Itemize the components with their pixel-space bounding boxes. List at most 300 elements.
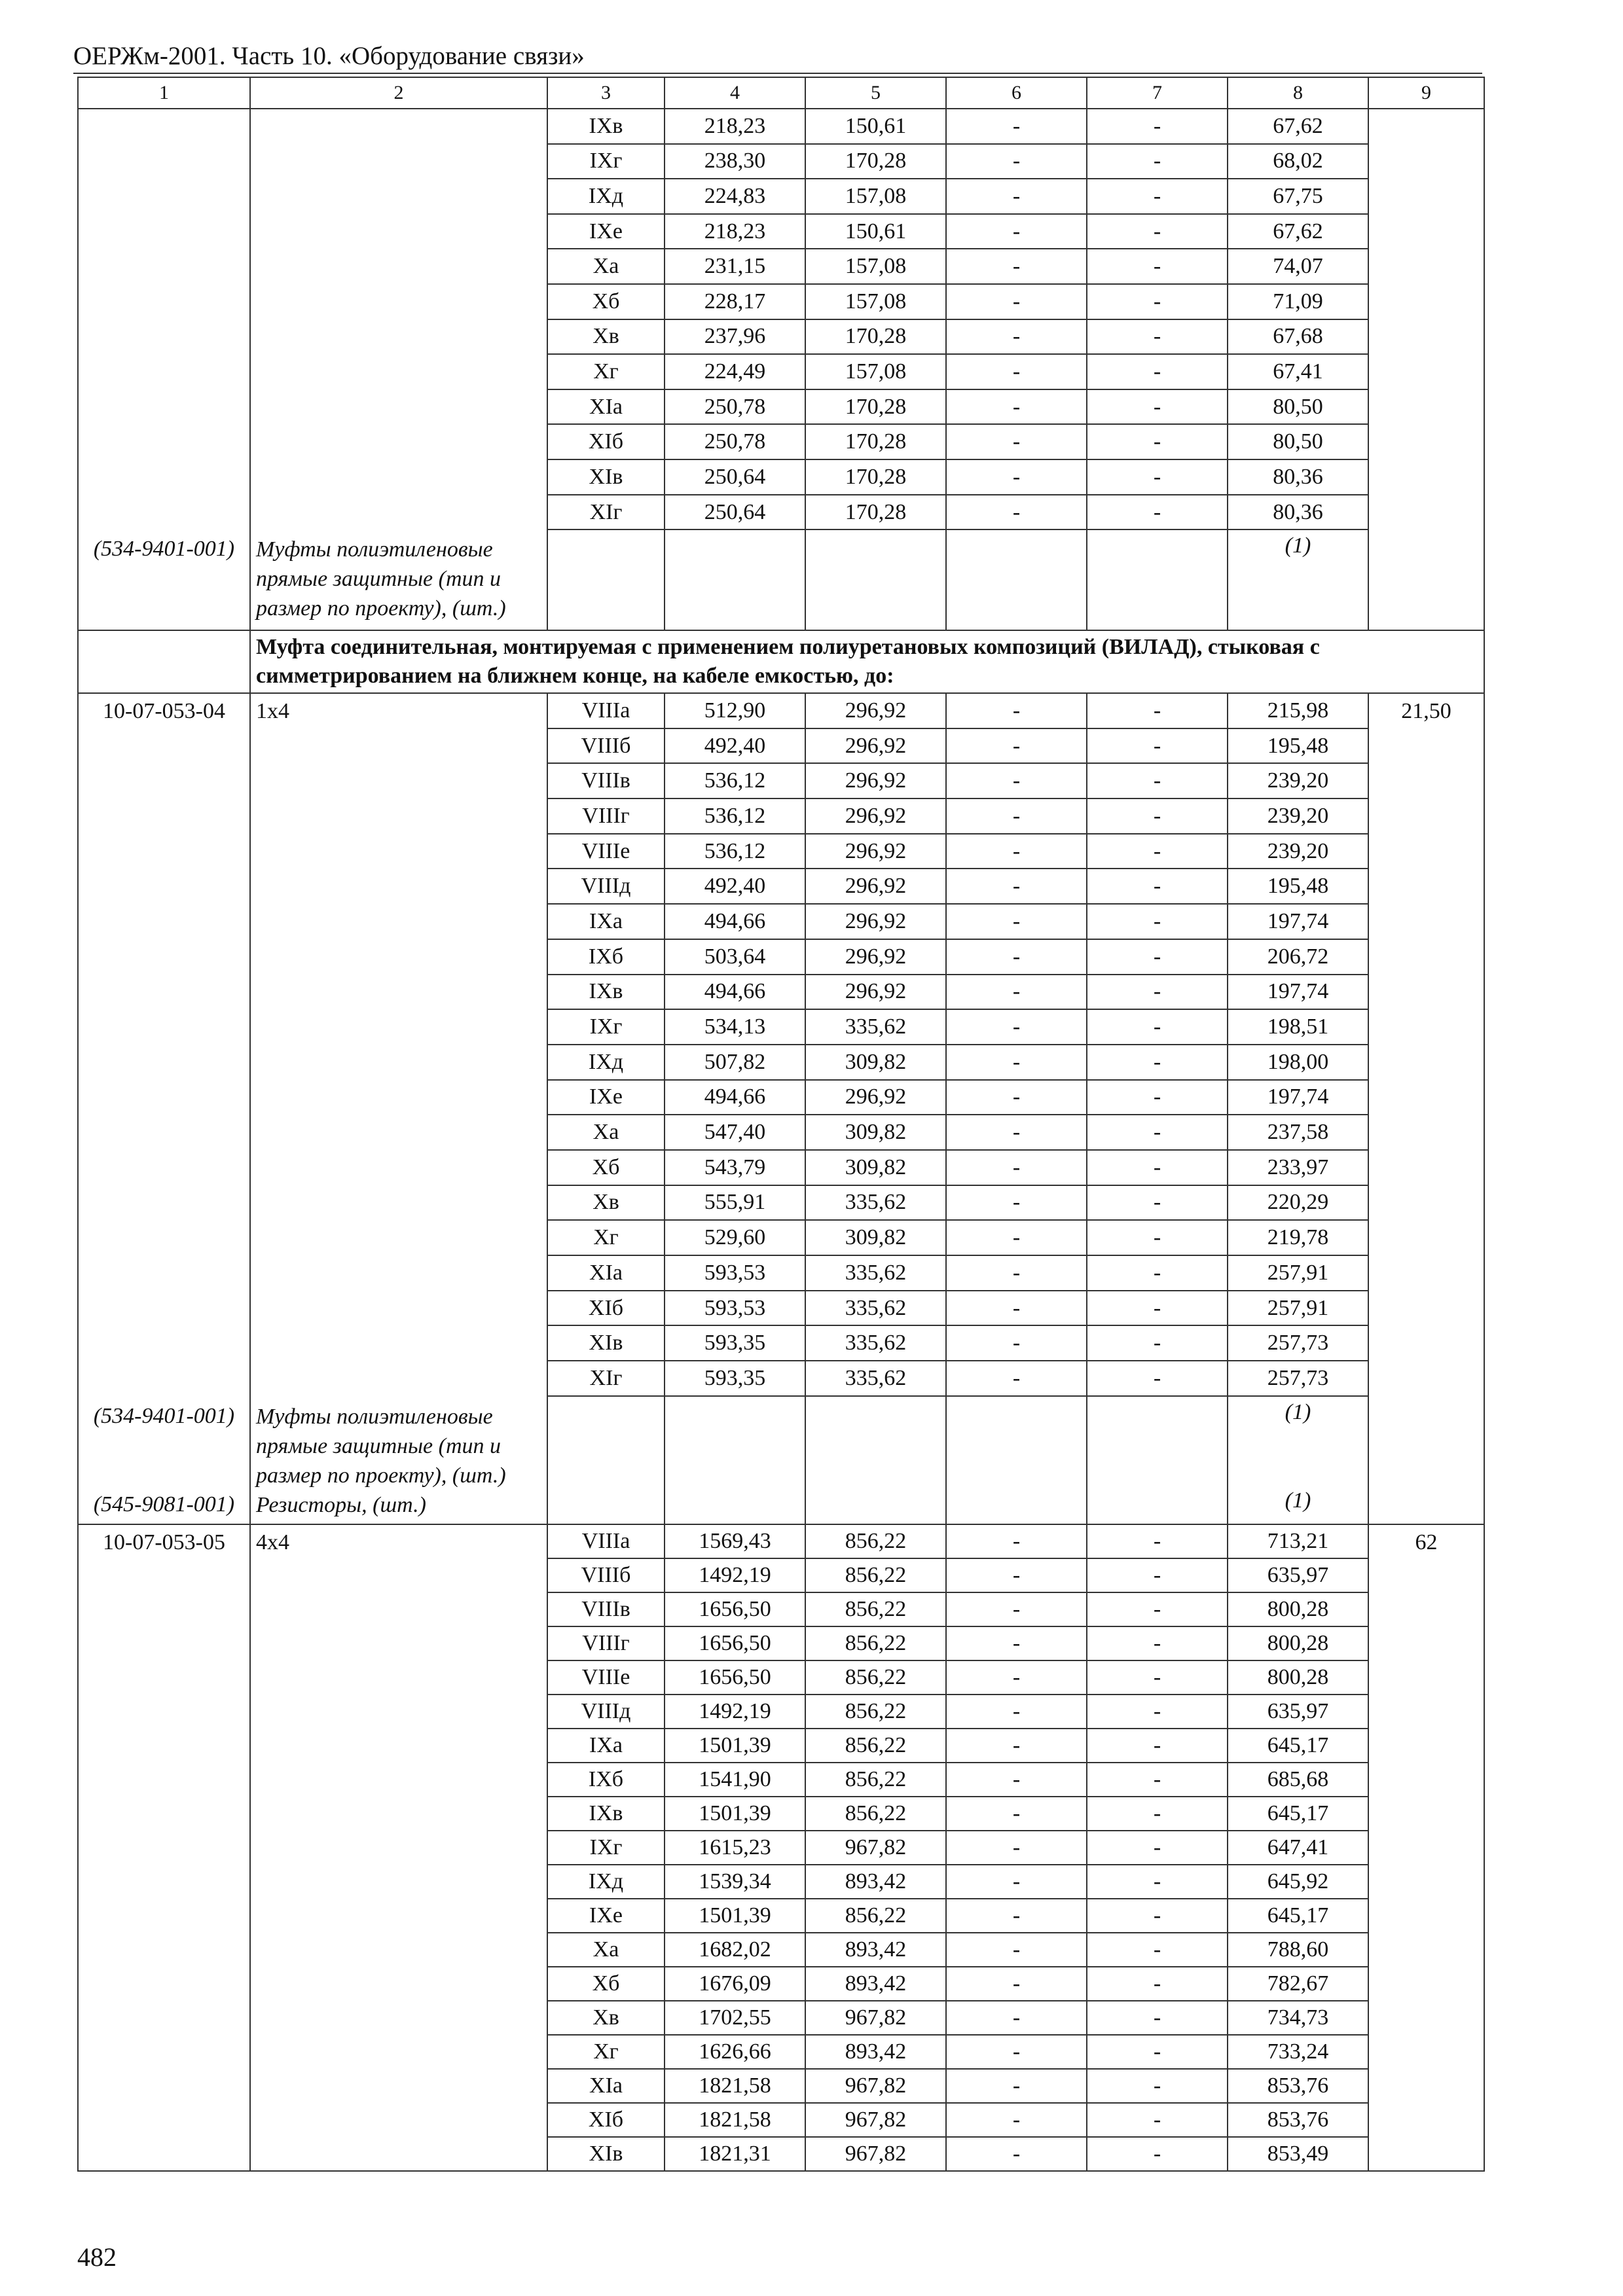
resource-description: Муфты полиэтиленовые прямые защитные (тип и размер по проекту), (шт.): [256, 537, 506, 620]
region-cell: Xг: [547, 2035, 665, 2069]
labor-cost-cell: 893,42: [805, 1933, 946, 1967]
driver-cost-cell: -: [1087, 1831, 1228, 1865]
region-cell: XIб: [547, 2103, 665, 2137]
note-quantity: (1): [1285, 1488, 1311, 1513]
region-cell: XIб: [547, 1291, 665, 1326]
resource-code: (534-9401-001): [93, 1404, 235, 1428]
machine-cost-cell: -: [946, 2035, 1087, 2069]
machine-cost-cell: -: [946, 424, 1087, 459]
labor-cost-cell: 856,22: [805, 1626, 946, 1660]
material-cost-cell: 80,36: [1228, 495, 1368, 530]
region-cell: Xб: [547, 1150, 665, 1185]
driver-cost-cell: -: [1087, 1967, 1228, 2001]
material-cost-cell: 853,76: [1228, 2069, 1368, 2103]
material-cost-cell: 233,97: [1228, 1150, 1368, 1185]
total-cost-cell: 507,82: [665, 1045, 805, 1080]
labor-cost-cell: 296,92: [805, 763, 946, 798]
region-cell: Xа: [547, 1115, 665, 1150]
labor-cost-cell: 170,28: [805, 495, 946, 530]
material-cost-cell: 80,50: [1228, 389, 1368, 425]
material-cost-cell: 645,92: [1228, 1865, 1368, 1899]
material-cost-cell: 257,91: [1228, 1255, 1368, 1291]
material-cost-cell: 237,58: [1228, 1115, 1368, 1150]
driver-cost-cell: -: [1087, 1291, 1228, 1326]
total-cost-cell: 536,12: [665, 834, 805, 869]
total-cost-cell: 1615,23: [665, 1831, 805, 1865]
empty-cell: [547, 529, 665, 630]
labor-cost-cell: 856,22: [805, 1592, 946, 1626]
total-cost-cell: 503,64: [665, 939, 805, 975]
total-cost-cell: 218,23: [665, 214, 805, 249]
labor-cost-cell: 335,62: [805, 1291, 946, 1326]
driver-cost-cell: -: [1087, 1115, 1228, 1150]
labor-cost-cell: 296,92: [805, 798, 946, 834]
machine-cost-cell: -: [946, 1865, 1087, 1899]
total-cost-cell: 1656,50: [665, 1626, 805, 1660]
total-cost-cell: 1492,19: [665, 1558, 805, 1592]
driver-cost-cell: -: [1087, 179, 1228, 214]
region-cell: Xв: [547, 1185, 665, 1221]
region-cell: VIIIа: [547, 1524, 665, 1558]
driver-cost-cell: -: [1087, 495, 1228, 530]
region-cell: VIIIв: [547, 763, 665, 798]
labor-cost-cell: 296,92: [805, 693, 946, 728]
region-cell: VIIIе: [547, 834, 665, 869]
region-cell: IXа: [547, 904, 665, 939]
total-cost-cell: 536,12: [665, 798, 805, 834]
resource-code: (534-9401-001): [93, 537, 235, 561]
material-cost-cell: 257,73: [1228, 1325, 1368, 1361]
total-cost-cell: 224,49: [665, 354, 805, 389]
total-cost-cell: 536,12: [665, 763, 805, 798]
machine-cost-cell: -: [946, 495, 1087, 530]
machine-cost-cell: -: [946, 1220, 1087, 1255]
region-cell: IXв: [547, 975, 665, 1010]
region-cell: IXг: [547, 1831, 665, 1865]
region-cell: XIв: [547, 2137, 665, 2171]
empty-cell: [665, 529, 805, 630]
empty-cell: [665, 1396, 805, 1524]
material-cost-cell: 198,00: [1228, 1045, 1368, 1080]
labor-cost-cell: 893,42: [805, 2035, 946, 2069]
driver-cost-cell: -: [1087, 1763, 1228, 1797]
column-header: 8: [1228, 77, 1368, 109]
machine-cost-cell: -: [946, 354, 1087, 389]
machine-cost-cell: -: [946, 763, 1087, 798]
empty-cell: [805, 1396, 946, 1524]
machine-cost-cell: -: [946, 1045, 1087, 1080]
region-cell: IXд: [547, 1865, 665, 1899]
material-cost-cell: 800,28: [1228, 1660, 1368, 1695]
total-cost-cell: 494,66: [665, 975, 805, 1010]
total-cost-cell: 1682,02: [665, 1933, 805, 1967]
material-cost-cell: 645,17: [1228, 1729, 1368, 1763]
table-row: [78, 1524, 1484, 1558]
driver-cost-cell: -: [1087, 424, 1228, 459]
machine-cost-cell: -: [946, 1967, 1087, 2001]
total-cost-cell: 1656,50: [665, 1592, 805, 1626]
labor-cost-cell: 335,62: [805, 1255, 946, 1291]
machine-cost-cell: -: [946, 1291, 1087, 1326]
region-cell: VIIIг: [547, 1626, 665, 1660]
item-weight: 21,50: [1401, 699, 1451, 723]
material-cost-cell: 800,28: [1228, 1626, 1368, 1660]
resource-code: (545-9081-001): [93, 1492, 235, 1516]
material-cost-cell: 197,74: [1228, 975, 1368, 1010]
region-cell: VIIIа: [547, 693, 665, 728]
driver-cost-cell: -: [1087, 1933, 1228, 1967]
material-cost-cell: 195,48: [1228, 869, 1368, 904]
machine-cost-cell: -: [946, 693, 1087, 728]
driver-cost-cell: -: [1087, 1080, 1228, 1115]
total-cost-cell: 250,64: [665, 459, 805, 495]
material-cost-cell: 734,73: [1228, 2001, 1368, 2035]
total-cost-cell: 250,64: [665, 495, 805, 530]
labor-cost-cell: 170,28: [805, 424, 946, 459]
total-cost-cell: 1569,43: [665, 1524, 805, 1558]
driver-cost-cell: -: [1087, 1524, 1228, 1558]
material-cost-cell: 239,20: [1228, 763, 1368, 798]
labor-cost-cell: 309,82: [805, 1150, 946, 1185]
column-header: 5: [805, 77, 946, 109]
driver-cost-cell: -: [1087, 109, 1228, 144]
material-cost-cell: 206,72: [1228, 939, 1368, 975]
driver-cost-cell: -: [1087, 354, 1228, 389]
machine-cost-cell: -: [946, 1933, 1087, 1967]
material-cost-cell: 197,74: [1228, 1080, 1368, 1115]
machine-cost-cell: -: [946, 798, 1087, 834]
total-cost-cell: 228,17: [665, 284, 805, 319]
driver-cost-cell: -: [1087, 693, 1228, 728]
driver-cost-cell: -: [1087, 1865, 1228, 1899]
labor-cost-cell: 335,62: [805, 1009, 946, 1045]
region-cell: VIIIг: [547, 798, 665, 834]
note-quantity: (1): [1285, 1399, 1311, 1424]
labor-cost-cell: 856,22: [805, 1660, 946, 1695]
material-cost-cell: 67,68: [1228, 319, 1368, 355]
region-cell: Xг: [547, 354, 665, 389]
driver-cost-cell: -: [1087, 389, 1228, 425]
labor-cost-cell: 967,82: [805, 2103, 946, 2137]
machine-cost-cell: -: [946, 214, 1087, 249]
driver-cost-cell: -: [1087, 2137, 1228, 2171]
material-cost-cell: 68,02: [1228, 144, 1368, 179]
labor-cost-cell: 170,28: [805, 319, 946, 355]
driver-cost-cell: -: [1087, 1009, 1228, 1045]
labor-cost-cell: 967,82: [805, 2001, 946, 2035]
total-cost-cell: 547,40: [665, 1115, 805, 1150]
machine-cost-cell: -: [946, 1115, 1087, 1150]
machine-cost-cell: -: [946, 2103, 1087, 2137]
material-cost-cell: 788,60: [1228, 1933, 1368, 1967]
note-value-cell: [1228, 1396, 1368, 1524]
machine-cost-cell: -: [946, 1695, 1087, 1729]
material-cost-cell: 198,51: [1228, 1009, 1368, 1045]
machine-cost-cell: -: [946, 1592, 1087, 1626]
region-cell: IXа: [547, 1729, 665, 1763]
total-cost-cell: 1492,19: [665, 1695, 805, 1729]
region-cell: XIа: [547, 2069, 665, 2103]
region-cell: Xг: [547, 1220, 665, 1255]
driver-cost-cell: -: [1087, 2001, 1228, 2035]
labor-cost-cell: 967,82: [805, 2069, 946, 2103]
labor-cost-cell: 150,61: [805, 109, 946, 144]
driver-cost-cell: -: [1087, 144, 1228, 179]
section-heading: Муфта соединительная, монтируемая с применением полиуретановых композиций (ВИЛАД), стыковая с симметрированием на ближнем конце, на кабеле емкостью, до:: [250, 630, 1484, 693]
column-header: 4: [665, 77, 805, 109]
region-cell: IXб: [547, 939, 665, 975]
labor-cost-cell: 296,92: [805, 728, 946, 764]
name-column-continued: [250, 109, 547, 630]
region-cell: IXг: [547, 1009, 665, 1045]
region-cell: Xв: [547, 2001, 665, 2035]
labor-cost-cell: 170,28: [805, 144, 946, 179]
labor-cost-cell: 296,92: [805, 975, 946, 1010]
labor-cost-cell: 856,22: [805, 1558, 946, 1592]
column-header: 7: [1087, 77, 1228, 109]
driver-cost-cell: -: [1087, 2069, 1228, 2103]
total-cost-cell: 1821,58: [665, 2103, 805, 2137]
material-cost-cell: 782,67: [1228, 1967, 1368, 2001]
total-cost-cell: 238,30: [665, 144, 805, 179]
material-cost-cell: 853,49: [1228, 2137, 1368, 2171]
machine-cost-cell: -: [946, 1899, 1087, 1933]
section-heading-row: [78, 630, 1484, 693]
region-cell: IXд: [547, 179, 665, 214]
material-cost-cell: 239,20: [1228, 798, 1368, 834]
labor-cost-cell: 170,28: [805, 389, 946, 425]
total-cost-cell: 593,35: [665, 1361, 805, 1396]
total-cost-cell: 1676,09: [665, 1967, 805, 2001]
column-header: 9: [1368, 77, 1484, 109]
total-cost-cell: 529,60: [665, 1220, 805, 1255]
total-cost-cell: 231,15: [665, 249, 805, 284]
column-number-header: [78, 77, 1484, 109]
region-cell: IXв: [547, 109, 665, 144]
machine-cost-cell: -: [946, 1009, 1087, 1045]
labor-cost-cell: 296,92: [805, 1080, 946, 1115]
region-cell: XIг: [547, 1361, 665, 1396]
region-cell: IXв: [547, 1797, 665, 1831]
driver-cost-cell: -: [1087, 939, 1228, 975]
machine-cost-cell: -: [946, 1255, 1087, 1291]
driver-cost-cell: -: [1087, 459, 1228, 495]
labor-cost-cell: 856,22: [805, 1524, 946, 1558]
material-cost-cell: 635,97: [1228, 1695, 1368, 1729]
machine-cost-cell: -: [946, 1831, 1087, 1865]
item-weight: 62: [1415, 1530, 1438, 1554]
total-cost-cell: 1656,50: [665, 1660, 805, 1695]
region-cell: XIа: [547, 389, 665, 425]
item-code-column: [78, 693, 250, 1524]
material-cost-cell: 645,17: [1228, 1797, 1368, 1831]
empty-cell: [1087, 529, 1228, 630]
region-cell: VIIIв: [547, 1592, 665, 1626]
driver-cost-cell: -: [1087, 1899, 1228, 1933]
item-name: 1x4: [256, 699, 289, 723]
machine-cost-cell: -: [946, 728, 1087, 764]
empty-cell: [805, 529, 946, 630]
driver-cost-cell: -: [1087, 1626, 1228, 1660]
driver-cost-cell: -: [1087, 1558, 1228, 1592]
region-cell: XIв: [547, 459, 665, 495]
material-cost-cell: 67,62: [1228, 109, 1368, 144]
region-cell: Xв: [547, 319, 665, 355]
region-cell: VIIIд: [547, 1695, 665, 1729]
machine-cost-cell: -: [946, 1325, 1087, 1361]
machine-cost-cell: -: [946, 1150, 1087, 1185]
note-quantity: (1): [1285, 533, 1311, 558]
region-cell: Xб: [547, 1967, 665, 2001]
labor-cost-cell: 157,08: [805, 284, 946, 319]
column-header: 6: [946, 77, 1087, 109]
material-cost-cell: 195,48: [1228, 728, 1368, 764]
labor-cost-cell: 170,28: [805, 459, 946, 495]
driver-cost-cell: -: [1087, 1325, 1228, 1361]
resource-description: Муфты полиэтиленовые прямые защитные (тип и размер по проекту), (шт.): [256, 1405, 506, 1488]
total-cost-cell: 543,79: [665, 1150, 805, 1185]
driver-cost-cell: -: [1087, 1361, 1228, 1396]
machine-cost-cell: -: [946, 459, 1087, 495]
labor-cost-cell: 856,22: [805, 1899, 946, 1933]
labor-cost-cell: 309,82: [805, 1045, 946, 1080]
driver-cost-cell: -: [1087, 1150, 1228, 1185]
region-cell: VIIIб: [547, 728, 665, 764]
labor-cost-cell: 296,92: [805, 939, 946, 975]
driver-cost-cell: -: [1087, 319, 1228, 355]
machine-cost-cell: -: [946, 939, 1087, 975]
driver-cost-cell: -: [1087, 1045, 1228, 1080]
column-header: 1: [78, 77, 250, 109]
note-value-cell: [1228, 529, 1368, 630]
labor-cost-cell: 335,62: [805, 1361, 946, 1396]
region-cell: Xб: [547, 284, 665, 319]
total-cost-cell: 593,53: [665, 1291, 805, 1326]
page-number: 482: [77, 2242, 117, 2272]
region-cell: VIIIб: [547, 1558, 665, 1592]
total-cost-cell: 555,91: [665, 1185, 805, 1221]
region-cell: XIб: [547, 424, 665, 459]
total-cost-cell: 494,66: [665, 1080, 805, 1115]
region-cell: XIг: [547, 495, 665, 530]
machine-cost-cell: -: [946, 179, 1087, 214]
material-cost-cell: 197,74: [1228, 904, 1368, 939]
labor-cost-cell: 893,42: [805, 1865, 946, 1899]
empty-cell: [946, 529, 1087, 630]
total-cost-cell: 492,40: [665, 869, 805, 904]
machine-cost-cell: -: [946, 869, 1087, 904]
labor-cost-cell: 309,82: [805, 1220, 946, 1255]
labor-cost-cell: 856,22: [805, 1763, 946, 1797]
total-cost-cell: 593,53: [665, 1255, 805, 1291]
material-cost-cell: 645,17: [1228, 1899, 1368, 1933]
total-cost-cell: 492,40: [665, 728, 805, 764]
driver-cost-cell: -: [1087, 904, 1228, 939]
header-rule: [73, 73, 1482, 74]
machine-cost-cell: -: [946, 1763, 1087, 1797]
labor-cost-cell: 335,62: [805, 1185, 946, 1221]
machine-cost-cell: -: [946, 1797, 1087, 1831]
labor-cost-cell: 157,08: [805, 249, 946, 284]
labor-cost-cell: 309,82: [805, 1115, 946, 1150]
machine-cost-cell: -: [946, 1558, 1087, 1592]
weight-column-continued: [1368, 109, 1484, 630]
material-cost-cell: 67,75: [1228, 179, 1368, 214]
region-cell: IXе: [547, 214, 665, 249]
driver-cost-cell: -: [1087, 2035, 1228, 2069]
machine-cost-cell: -: [946, 1626, 1087, 1660]
driver-cost-cell: -: [1087, 1220, 1228, 1255]
norms-table-body: [78, 109, 1484, 2171]
item-weight-column: [1368, 1524, 1484, 2171]
empty-cell: [946, 1396, 1087, 1524]
labor-cost-cell: 856,22: [805, 1729, 946, 1763]
machine-cost-cell: -: [946, 1080, 1087, 1115]
driver-cost-cell: -: [1087, 1660, 1228, 1695]
region-cell: Xа: [547, 1933, 665, 1967]
total-cost-cell: 1702,55: [665, 2001, 805, 2035]
total-cost-cell: 1501,39: [665, 1729, 805, 1763]
material-cost-cell: 80,36: [1228, 459, 1368, 495]
machine-cost-cell: -: [946, 975, 1087, 1010]
empty-cell: [78, 630, 250, 693]
material-cost-cell: 853,76: [1228, 2103, 1368, 2137]
machine-cost-cell: -: [946, 1361, 1087, 1396]
item-code-column: [78, 1524, 250, 2171]
total-cost-cell: 1821,58: [665, 2069, 805, 2103]
column-header: 3: [547, 77, 665, 109]
table-row: [78, 693, 1484, 728]
driver-cost-cell: -: [1087, 728, 1228, 764]
code-column-continued: [78, 109, 250, 630]
column-header: 2: [250, 77, 547, 109]
item-code: 10-07-053-04: [103, 699, 225, 723]
total-cost-cell: 1821,31: [665, 2137, 805, 2171]
driver-cost-cell: -: [1087, 763, 1228, 798]
region-cell: VIIIе: [547, 1660, 665, 1695]
material-cost-cell: 74,07: [1228, 249, 1368, 284]
machine-cost-cell: -: [946, 284, 1087, 319]
material-cost-cell: 67,41: [1228, 354, 1368, 389]
item-name-column: [250, 693, 547, 1524]
labor-cost-cell: 856,22: [805, 1797, 946, 1831]
material-cost-cell: 215,98: [1228, 693, 1368, 728]
resource-description: Резисторы, (шт.): [256, 1493, 426, 1517]
material-cost-cell: 257,73: [1228, 1361, 1368, 1396]
machine-cost-cell: -: [946, 249, 1087, 284]
region-cell: VIIIд: [547, 869, 665, 904]
machine-cost-cell: -: [946, 2001, 1087, 2035]
total-cost-cell: 1501,39: [665, 1899, 805, 1933]
total-cost-cell: 218,23: [665, 109, 805, 144]
driver-cost-cell: -: [1087, 284, 1228, 319]
norms-table: [77, 77, 1485, 2172]
labor-cost-cell: 157,08: [805, 179, 946, 214]
driver-cost-cell: -: [1087, 798, 1228, 834]
labor-cost-cell: 893,42: [805, 1967, 946, 2001]
material-cost-cell: 71,09: [1228, 284, 1368, 319]
labor-cost-cell: 296,92: [805, 904, 946, 939]
driver-cost-cell: -: [1087, 1185, 1228, 1221]
total-cost-cell: 250,78: [665, 389, 805, 425]
machine-cost-cell: -: [946, 1524, 1087, 1558]
labor-cost-cell: 296,92: [805, 834, 946, 869]
material-cost-cell: 239,20: [1228, 834, 1368, 869]
labor-cost-cell: 157,08: [805, 354, 946, 389]
material-cost-cell: 800,28: [1228, 1592, 1368, 1626]
machine-cost-cell: -: [946, 1185, 1087, 1221]
labor-cost-cell: 335,62: [805, 1325, 946, 1361]
